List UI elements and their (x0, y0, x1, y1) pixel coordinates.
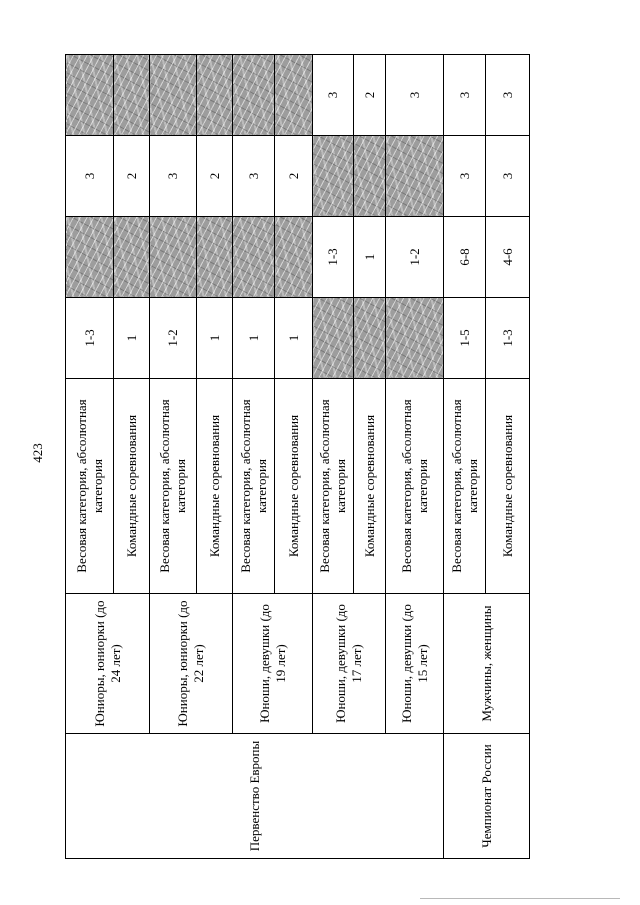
value-cell: 1-3 (313, 217, 354, 298)
value-cell: 2 (354, 55, 386, 136)
shaded-cell (114, 55, 150, 136)
value-cell: 3 (386, 55, 444, 136)
age-group-cell: Юноши, девушки (до 17 лет) (313, 594, 386, 734)
shaded-cell (233, 55, 275, 136)
shaded-cell (275, 55, 313, 136)
age-group-cell: Юноши, девушки (до 15 лет) (386, 594, 444, 734)
event-type-cell: Весовая категория, абсолютная категория (150, 379, 197, 594)
value-cell: 3 (486, 136, 530, 217)
shaded-cell (313, 136, 354, 217)
competition-cell: Первенство Европы (66, 734, 444, 859)
shaded-cell (386, 136, 444, 217)
value-cell: 1-3 (66, 298, 114, 379)
event-type-cell: Весовая категория, абсолютная категория (233, 379, 275, 594)
shaded-cell (354, 136, 386, 217)
value-cell: 2 (275, 136, 313, 217)
value-cell: 1 (275, 298, 313, 379)
value-cell: 4-6 (486, 217, 530, 298)
shaded-cell (233, 217, 275, 298)
value-cell: 2 (114, 136, 150, 217)
event-type-cell: Весовая категория, абсолютная категория (444, 379, 486, 594)
value-cell: 1 (233, 298, 275, 379)
event-type-cell: Командные соревнования (197, 379, 233, 594)
value-cell: 1 (354, 217, 386, 298)
event-type-cell: Командные соревнования (275, 379, 313, 594)
event-type-cell: Командные соревнования (354, 379, 386, 594)
value-cell: 3 (444, 55, 486, 136)
value-cell: 1 (197, 298, 233, 379)
event-type-cell: Командные соревнования (486, 379, 530, 594)
table-row (444, 55, 486, 859)
value-cell: 1-2 (150, 298, 197, 379)
shaded-cell (275, 217, 313, 298)
shaded-cell (197, 217, 233, 298)
shaded-cell (66, 55, 114, 136)
value-cell: 3 (486, 55, 530, 136)
shaded-cell (150, 217, 197, 298)
value-cell: 1 (114, 298, 150, 379)
shaded-cell (386, 298, 444, 379)
shaded-cell (354, 298, 386, 379)
table-row (66, 55, 114, 859)
shaded-cell (313, 298, 354, 379)
ranking-table (65, 54, 530, 859)
shaded-cell (114, 217, 150, 298)
rotated-table (65, 55, 529, 859)
event-type-cell: Весовая категория, абсолютная категория (66, 379, 114, 594)
shaded-cell (66, 217, 114, 298)
value-cell: 3 (66, 136, 114, 217)
event-type-cell: Командные соревнования (114, 379, 150, 594)
shaded-cell (197, 55, 233, 136)
scan-edge-line (420, 898, 620, 899)
table-frame (65, 55, 529, 859)
shaded-cell (150, 55, 197, 136)
age-group-cell: Юниоры, юниорки (до 22 лет) (150, 594, 233, 734)
event-type-cell: Весовая категория, абсолютная категория (386, 379, 444, 594)
value-cell: 1-2 (386, 217, 444, 298)
value-cell: 1-3 (486, 298, 530, 379)
value-cell: 3 (313, 55, 354, 136)
page-number: 423 (30, 443, 45, 463)
competition-cell: Чемпионат России (444, 734, 530, 859)
age-group-cell: Юниоры, юниорки (до 24 лет) (66, 594, 150, 734)
age-group-cell: Мужчины, женщины (444, 594, 530, 734)
value-cell: 3 (233, 136, 275, 217)
value-cell: 3 (150, 136, 197, 217)
value-cell: 2 (197, 136, 233, 217)
value-cell: 1-5 (444, 298, 486, 379)
value-cell: 3 (444, 136, 486, 217)
value-cell: 6-8 (444, 217, 486, 298)
age-group-cell: Юноши, девушки (до 19 лет) (233, 594, 313, 734)
event-type-cell: Весовая категория, абсолютная категория (313, 379, 354, 594)
